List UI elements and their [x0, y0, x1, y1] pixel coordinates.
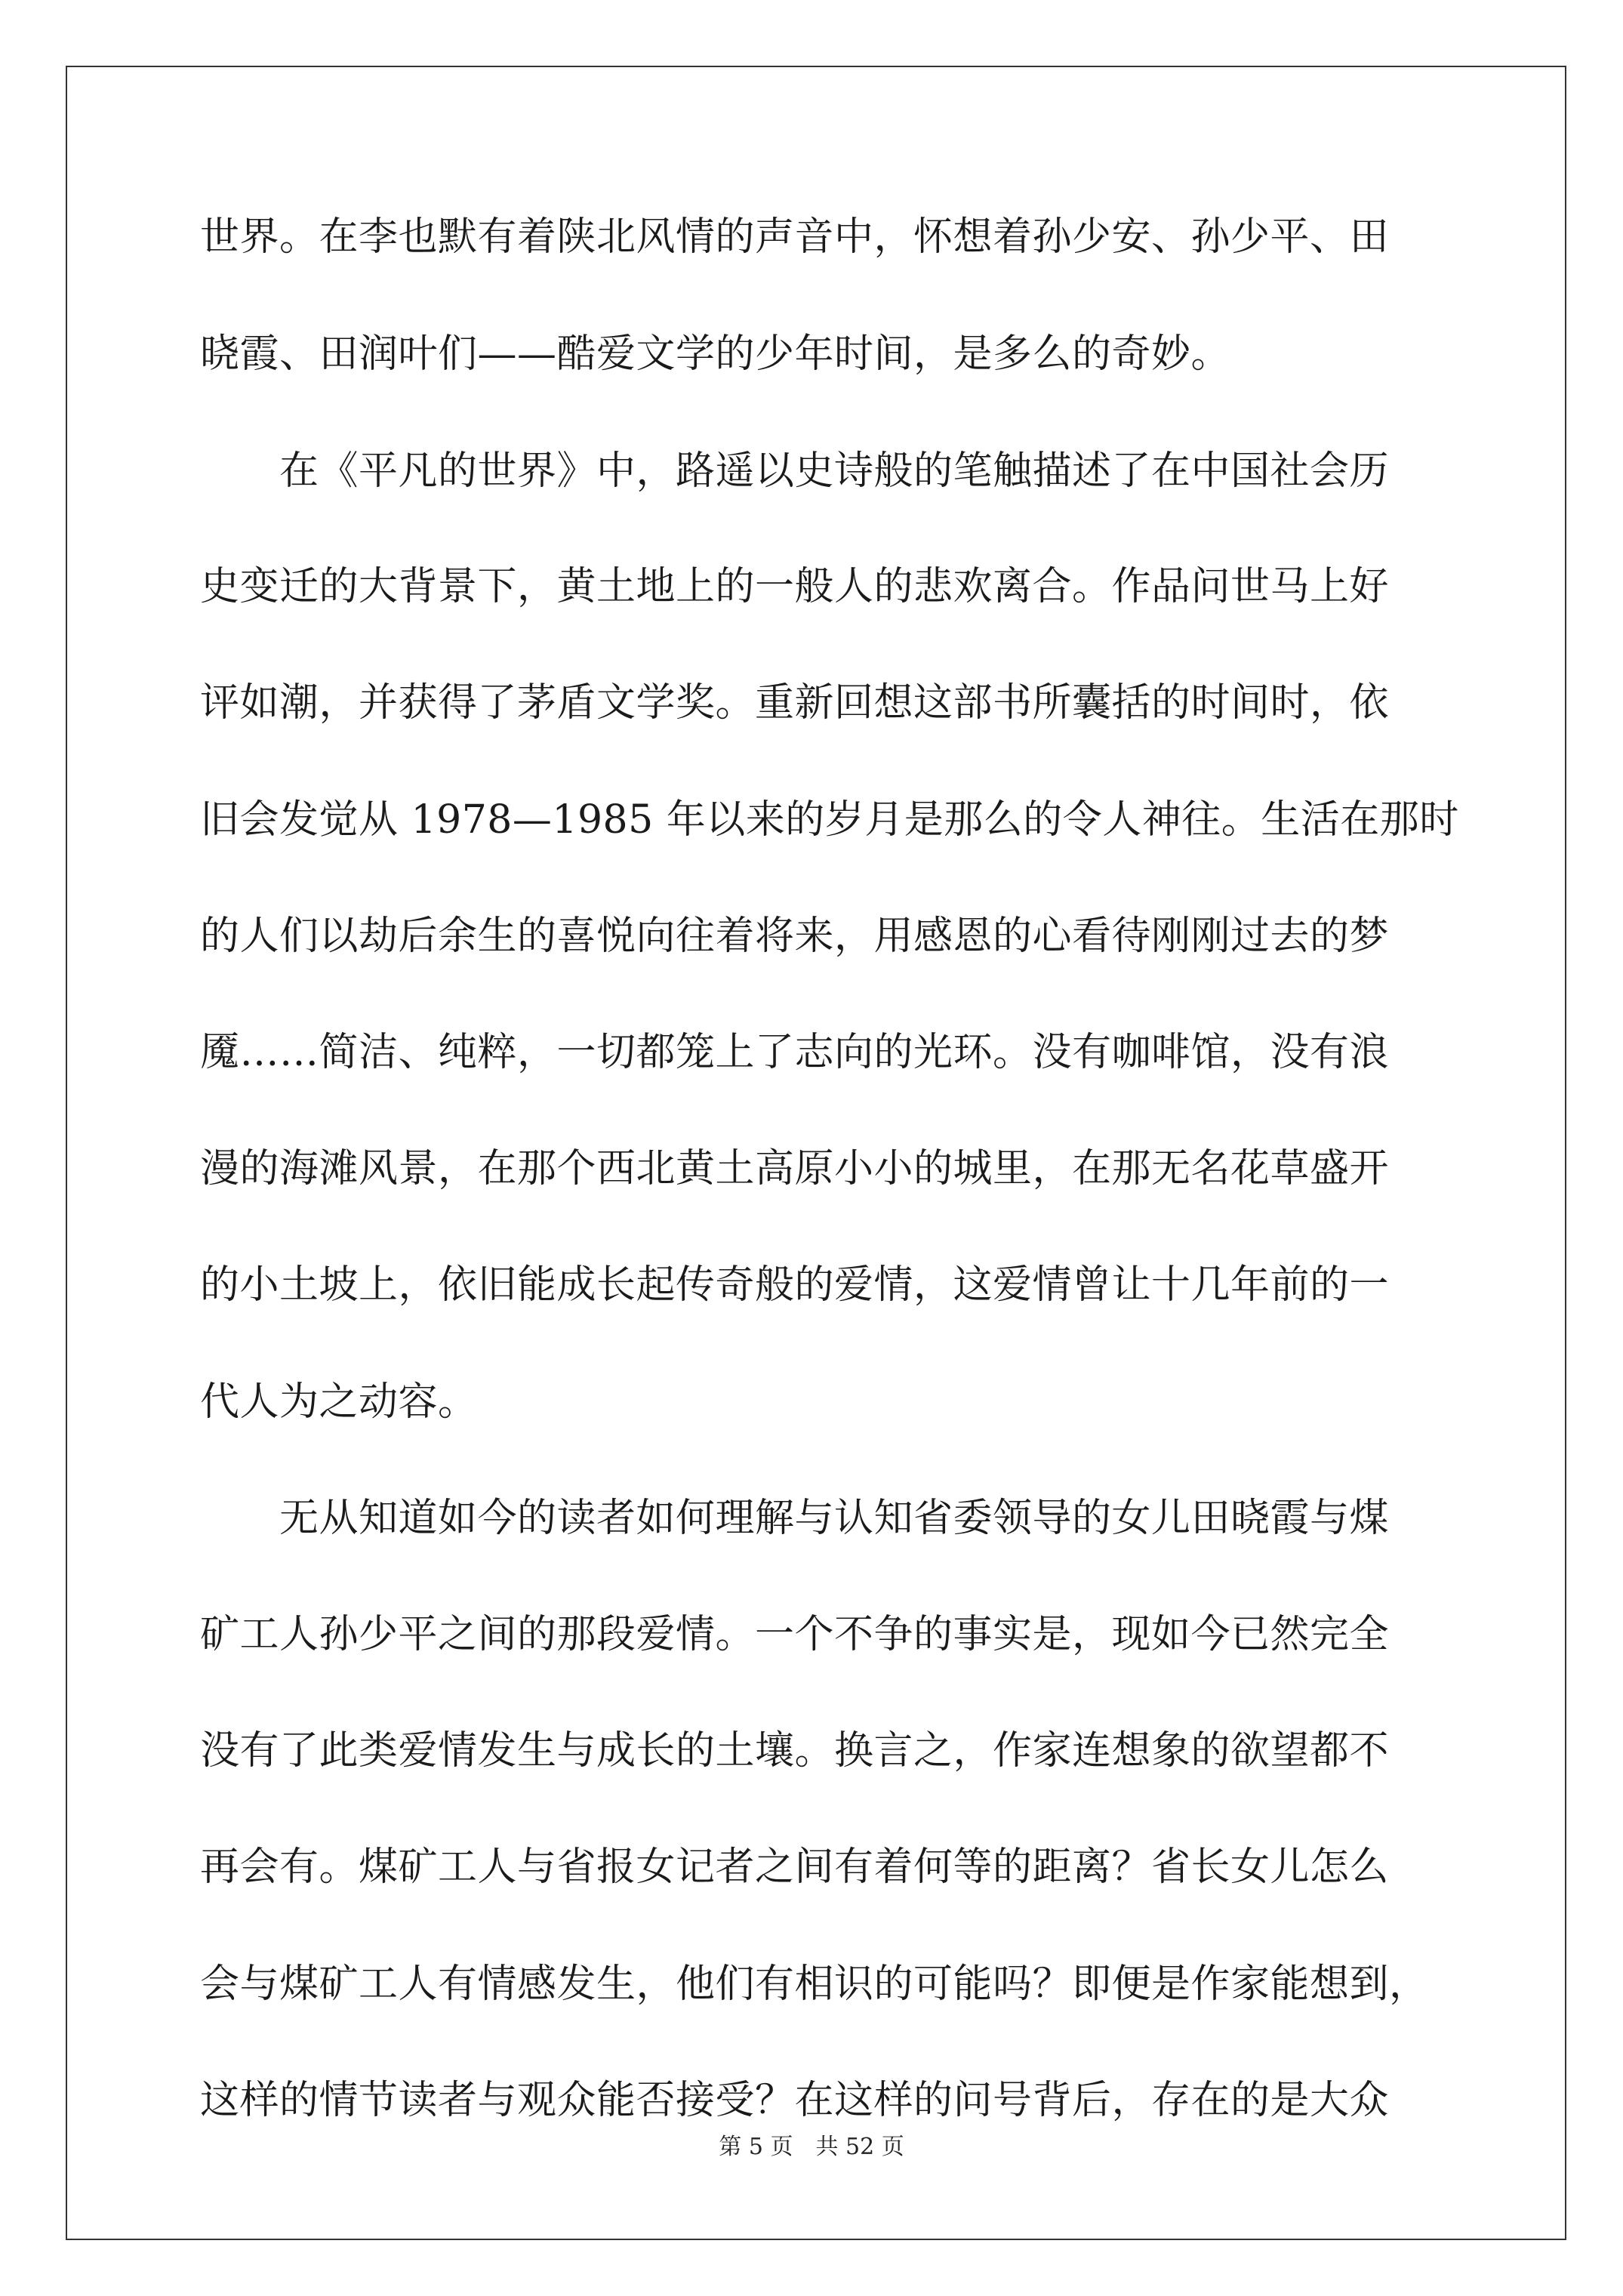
text-line: 世界。在李也默有着陕北风情的声音中，怀想着孙少安、孙少平、田: [200, 214, 1390, 260]
text-line: 漫的海滩风景，在那个西北黄土高原小小的城里，在那无名花草盛开: [200, 1146, 1390, 1191]
text-line: 无从知道如今的读者如何理解与认知省委领导的女儿田晓霞与煤: [200, 1496, 1390, 1541]
text-line: 这样的情节读者与观众能否接受？在这样的问号背后，存在的是大众: [200, 2078, 1390, 2123]
text-line: 的人们以劫后余生的喜悦向往着将来，用感恩的心看待刚刚过去的梦: [200, 914, 1390, 959]
text-line: 旧会发觉从 1978—1985 年以来的岁月是那么的令人神往。生活在那时: [200, 797, 1459, 843]
page-footer: 第 5 页 共 52 页: [719, 2134, 904, 2160]
text-line: 矿工人孙少平之间的那段爱情。一个不争的事实是，现如今已然完全: [200, 1612, 1390, 1657]
text-line: 评如潮，并获得了茅盾文学奖。重新回想这部书所囊括的时间时，依: [200, 680, 1390, 726]
text-line: 会与煤矿工人有情感发生，他们有相识的可能吗？即便是作家能想到，: [200, 1962, 1429, 2007]
text-line: 再会有。煤矿工人与省报女记者之间有着何等的距离？省长女儿怎么: [200, 1845, 1390, 1890]
text-line: 魇……简洁、纯粹，一切都笼上了志向的光环。没有咖啡馆，没有浪: [200, 1030, 1390, 1075]
text-line: 没有了此类爱情发生与成长的土壤。换言之，作家连想象的欲望都不: [200, 1728, 1390, 1774]
text-line: 的小土坡上，依旧能成长起传奇般的爱情，这爱情曾让十几年前的一: [200, 1262, 1390, 1308]
text-line: 史变迁的大背景下，黄土地上的一般人的悲欢离合。作品问世马上好: [200, 564, 1390, 609]
text-line: 在《平凡的世界》中，路遥以史诗般的笔触描述了在中国社会历: [200, 448, 1390, 494]
text-line: 代人为之动容。: [200, 1379, 478, 1425]
text-line: 晓霞、田润叶们——酷爱文学的少年时间，是多么的奇妙。: [200, 331, 1231, 377]
